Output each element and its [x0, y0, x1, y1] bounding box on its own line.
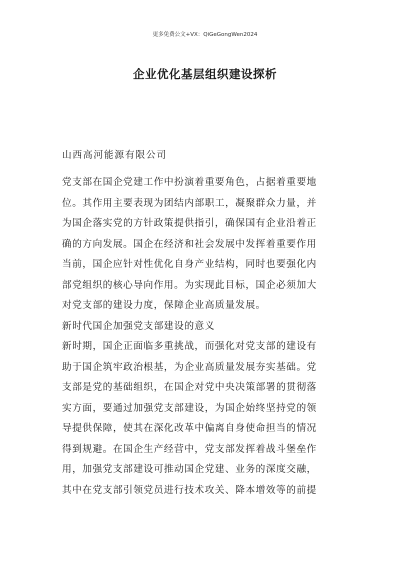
- body-line: 党支部在国企党建工作中扮演着重要角色，占据着重要地: [62, 177, 317, 188]
- body-line: 位。其作用主要表现为团结内部职工，凝聚群众力量，并: [62, 197, 317, 209]
- body-line: 用，加强党支部建设可推动国企党建、业务的深度交融，: [62, 464, 317, 475]
- body-line: 对党支部的建设力度，保障企业高质量发展。: [62, 300, 266, 311]
- body-line: 得到规避。在国企生产经营中，党支部发挥着战斗堡垒作: [62, 443, 317, 455]
- body-line: 新时期，国企正面临多重挑战，而强化对党支部的建设有: [62, 341, 317, 352]
- body-line: 实方面，要通过加强党支部建设，为国企始终坚持党的领: [62, 402, 317, 414]
- body-line: 当前，国企应针对性优化自身产业结构，同时也要强化内: [62, 259, 317, 270]
- body-line: 导提供保障，使其在深化改革中偏离自身使命担当的情况: [62, 423, 317, 434]
- body-line: 部党组织的核心导向作用。为实现此目标，国企必须加大: [62, 279, 317, 291]
- body-line: 支部是党的基础组织，在国企对党中央决策部署的贯彻落: [62, 382, 317, 393]
- body-line: 为国企落实党的方针政策提供指引，确保国有企业沿着正: [62, 218, 317, 229]
- body-line: 其中在党支部引领党员进行技术攻关、降本增效等的前提: [62, 484, 317, 496]
- header-note: 更多免费公文+VX：QiGeGongWen2024: [152, 32, 258, 38]
- body-line: 确的方向发展。国企在经济和社会发展中发挥着重要作用: [62, 238, 317, 250]
- document-body: [62, 173, 352, 501]
- document-title: 企业优化基层组织建设探析: [133, 67, 277, 81]
- organization-name: 山西高河能源有限公司: [62, 150, 168, 161]
- body-line: 助于国企筑牢政治根基，为企业高质量发展夯实基础。党: [62, 361, 317, 373]
- section-heading: 新时代国企加强党支部建设的意义: [62, 320, 215, 332]
